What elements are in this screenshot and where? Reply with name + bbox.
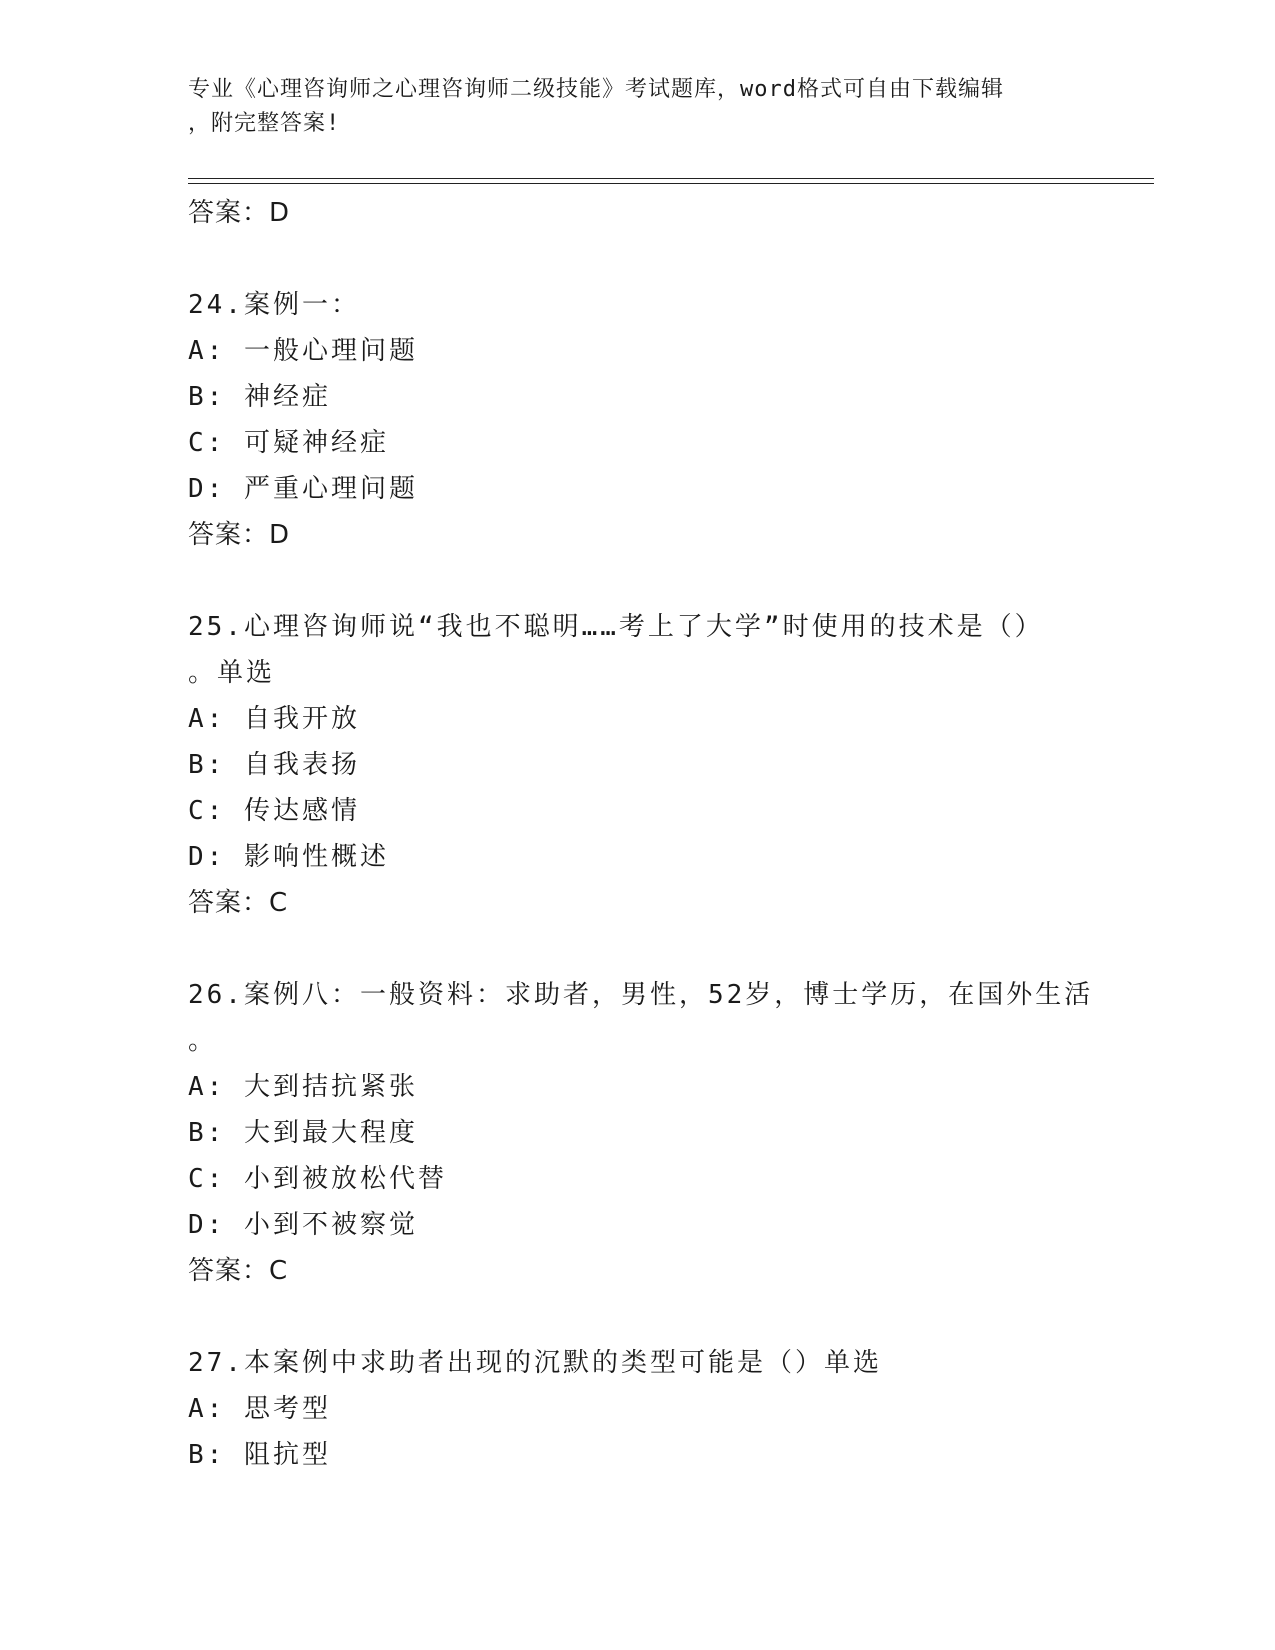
spacer [188,1294,1088,1340]
question-stem-cont: 。 [188,1026,218,1056]
question-26 [188,972,1094,1294]
question-25 [188,604,1088,926]
option-a: A: 一般心理问题 [188,336,418,366]
header-divider-bottom [188,183,1154,184]
header-text-line2: ，附完整答案! [188,111,341,136]
header-text-line1: 专业《心理咨询师之心理咨询师二级技能》考试题库，word格式可自由下载编辑 [188,77,1004,102]
option-a: A: 大到拮抗紧张 [188,1072,418,1102]
spacer [188,926,1088,972]
option-c: C: 小到被放松代替 [188,1164,447,1194]
previous-answer: 答案：D [188,198,291,228]
option-c: C: 可疑神经症 [188,428,389,458]
spacer [188,236,1088,282]
answer: 答案：D [188,520,291,550]
question-list [188,190,1094,1478]
option-b: B: 神经症 [188,382,331,412]
answer: 答案：C [188,888,289,918]
option-d: D: 影响性概述 [188,842,389,872]
question-stem: 27.本案例中求助者出现的沉默的类型可能是（）单选 [188,1348,882,1378]
option-b: B: 阻抗型 [188,1440,331,1470]
spacer [188,558,1088,604]
question-stem-cont: 。单选 [188,658,276,688]
option-d: D: 严重心理问题 [188,474,418,504]
question-24 [188,282,1088,558]
option-b: B: 自我表扬 [188,750,360,780]
question-stem: 25.心理咨询师说“我也不聪明……考上了大学”时使用的技术是（） [188,612,1044,642]
option-b: B: 大到最大程度 [188,1118,418,1148]
header-divider-top [188,178,1154,179]
answer: 答案：C [188,1256,289,1286]
option-a: A: 自我开放 [188,704,360,734]
question-27 [188,1340,1088,1478]
option-d: D: 小到不被察觉 [188,1210,418,1240]
option-a: A: 思考型 [188,1394,331,1424]
option-c: C: 传达感情 [188,796,360,826]
question-stem: 26.案例八：一般资料：求助者，男性，52岁，博士学历，在国外生活 [188,980,1094,1010]
question-stem: 24.案例一： [188,290,360,320]
